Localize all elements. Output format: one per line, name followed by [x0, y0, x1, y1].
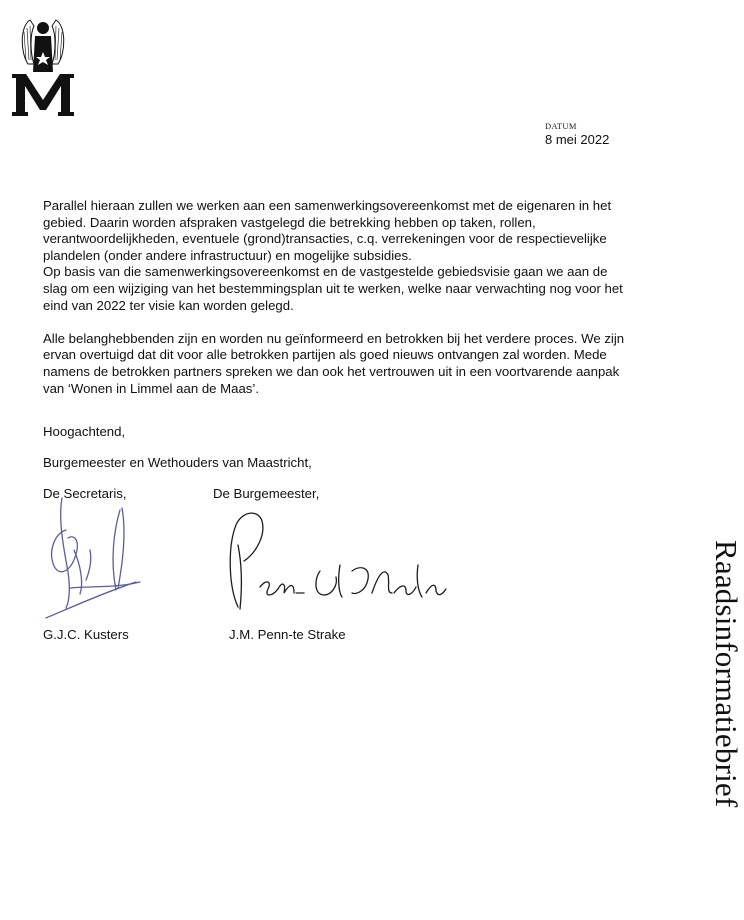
document-type-label: Raadsinformatiebrief	[709, 540, 744, 808]
mayor-name: J.M. Penn-te Strake	[229, 627, 346, 642]
secretary-signature	[40, 490, 150, 630]
greeting: Hoogachtend,	[43, 424, 126, 439]
sender-line: Burgemeester en Wethouders van Maastricht,	[43, 455, 312, 470]
text-line: Alle belanghebbenden zijn en worden nu geïnformeerd en betrokken bij het verdere proces. We zijn	[43, 330, 625, 346]
letter-body	[43, 198, 673, 397]
text-line: verantwoordelijkheden, eventuele (grond)transacties, c.q. verrekeningen voor de respectievelijke	[43, 231, 607, 247]
text-line: eind van 2022 ter visie kan worden gelegd.	[43, 297, 294, 313]
paragraph-3	[43, 331, 673, 397]
date-block	[545, 121, 609, 147]
date-label: DATUM	[545, 121, 577, 131]
date-value: 8 mei 2022	[545, 132, 610, 147]
paragraph-2	[43, 264, 673, 314]
text-line: van ‘Wonen in Limmel aan de Maas’.	[43, 380, 259, 396]
mayor-signature	[220, 505, 470, 617]
municipality-logo	[8, 12, 78, 120]
text-line: ervan overtuigd dat dit voor alle betrokken partijen als goed nieuws ontvangen zal worden. Mede	[43, 347, 607, 363]
text-line: Op basis van die samenwerkingsovereenkomst en de vastgestelde gebiedsvisie gaan we aan de	[43, 264, 608, 280]
paragraph-1	[43, 198, 673, 264]
secretary-title: De Secretaris,	[43, 486, 127, 501]
text-line: slag om een wijziging van het bestemmingsplan uit te werken, welke naar verwachting nog voor het	[43, 280, 623, 296]
text-line: namens de betrokken partners spreken we dan ook het vertrouwen uit in een voortvarende aanpak	[43, 363, 620, 379]
mayor-title: De Burgemeester,	[213, 486, 320, 501]
text-line: plandelen (onder andere infrastructuur) en mogelijke subsidies.	[43, 247, 412, 263]
secretary-name: G.J.C. Kusters	[43, 627, 129, 642]
text-line: gebied. Daarin worden afspraken vastgelegd die betrekking hebben op taken, rollen,	[43, 214, 536, 230]
text-line: Parallel hieraan zullen we werken aan een samenwerkingsovereenkomst met de eigenaren in het	[43, 198, 612, 213]
